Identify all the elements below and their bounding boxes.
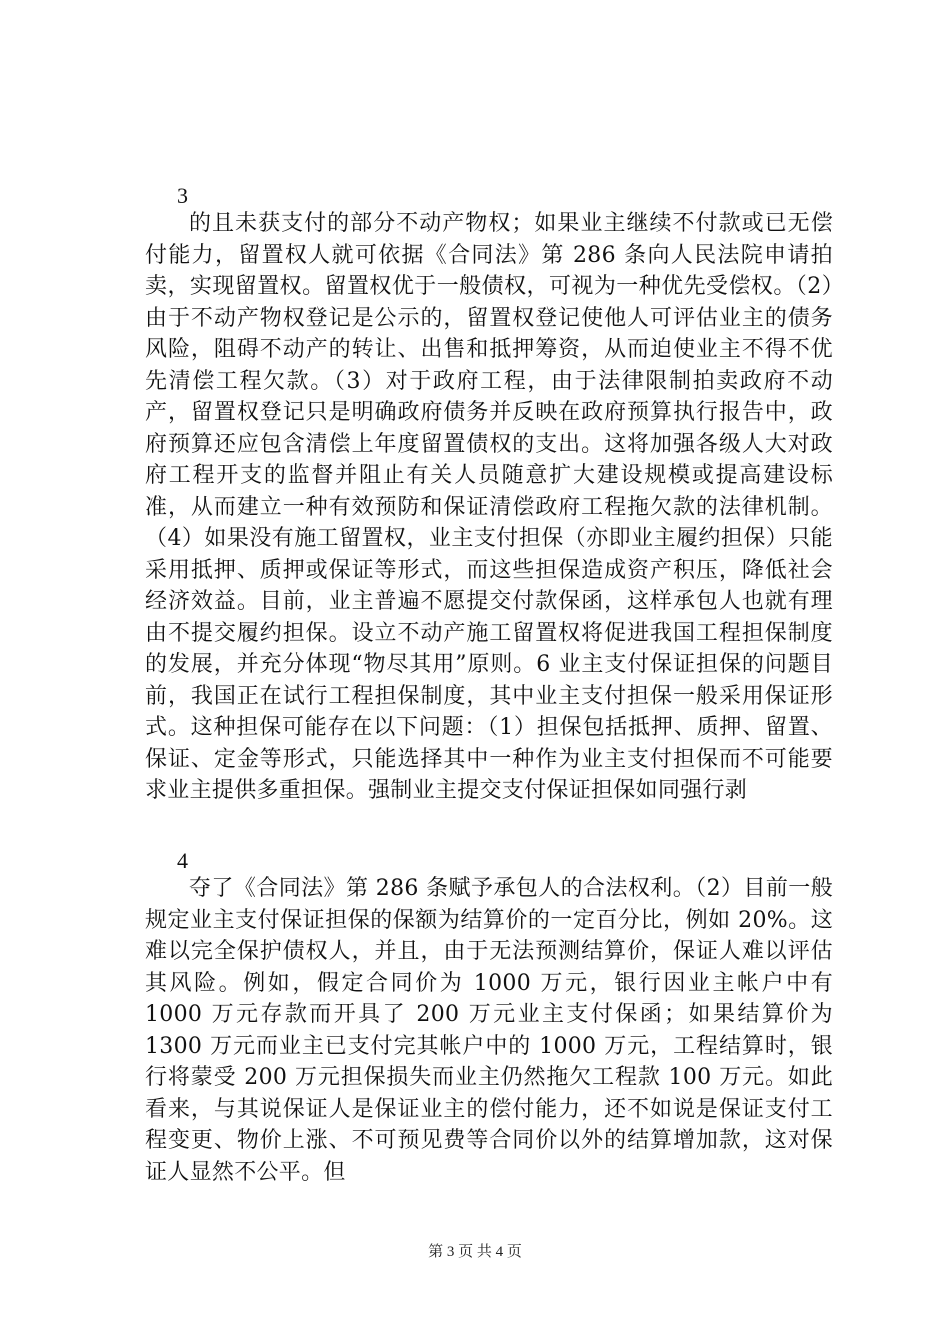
section-marker-3: 3 <box>177 183 188 208</box>
body-paragraph-2: 夺了《合同法》第 286 条赋予承包人的合法权利。（2）目前一般规定业主支付保证担保的保额为结算价的一定百分比，例如 20%。这难以完全保护债权人，并且，由于无法预测结算价，保证人难以评估其风险。例如，假定合同价为 1000 万元，银行因业主帐户中有 1000 万元存款而开具了 200 万元业主支付保函；如果结算价为 1300 万元而业主已支付完其帐户中的 1000 万元，工程结算时，银行将蒙受 200 万元担保损失而业主仍然拖欠工程款 100 万元。如此看来，与其说保证人是保证业主的偿付能力，还不如说是保证支付工程变更、物价上涨、不可预见费等合同价以外的结算增加款，这对保证人显然不公平。但 <box>145 876 833 1185</box>
section-marker-4: 4 <box>177 848 188 873</box>
body-paragraph-1: 的且未获支付的部分不动产物权；如果业主继续不付款或已无偿付能力，留置权人就可依据《合同法》第 286 条向人民法院申请拍卖，实现留置权。留置权优于一般债权，可视为一种优先受偿权。（2）由于不动产物权登记是公示的，留置权登记使他人可评估业主的债务风险，阻碍不动产的转让、出售和抵押筹资，从而迫使业主不得不优先清偿工程欠款。（3）对于政府工程，由于法律限制拍卖政府不动产，留置权登记只是明确政府债务并反映在政府预算执行报告中，政府预算还应包含清偿上年度留置债权的支出。这将加强各级人大对政府工程开支的监督并阻止有关人员随意扩大建设规模或提高建设标准，从而建立一种有效预防和保证清偿政府工程拖欠款的法律机制。（4）如果没有施工留置权，业主支付担保（亦即业主履约担保）只能采用抵押、质押或保证等形式，而这些担保造成资产积压，降低社会经济效益。目前，业主普遍不愿提交付款保函，这样承包人也就有理由不提交履约担保。设立不动产施工留置权将促进我国工程担保制度的发展，并充分体现“物尽其用”原则。6 业主支付保证担保的问题目前，我国正在试行工程担保制度，其中业主支付担保一般采用保证形式。这种担保可能存在以下问题：（1）担保包括抵押、质押、留置、保证、定金等形式，只能选择其中一种作为业主支付担保而不可能要求业主提供多重担保。强制业主提交支付保证担保如同强行剥 <box>145 211 833 803</box>
page-footer: 第 3 页 共 4 页 <box>428 1244 522 1260</box>
